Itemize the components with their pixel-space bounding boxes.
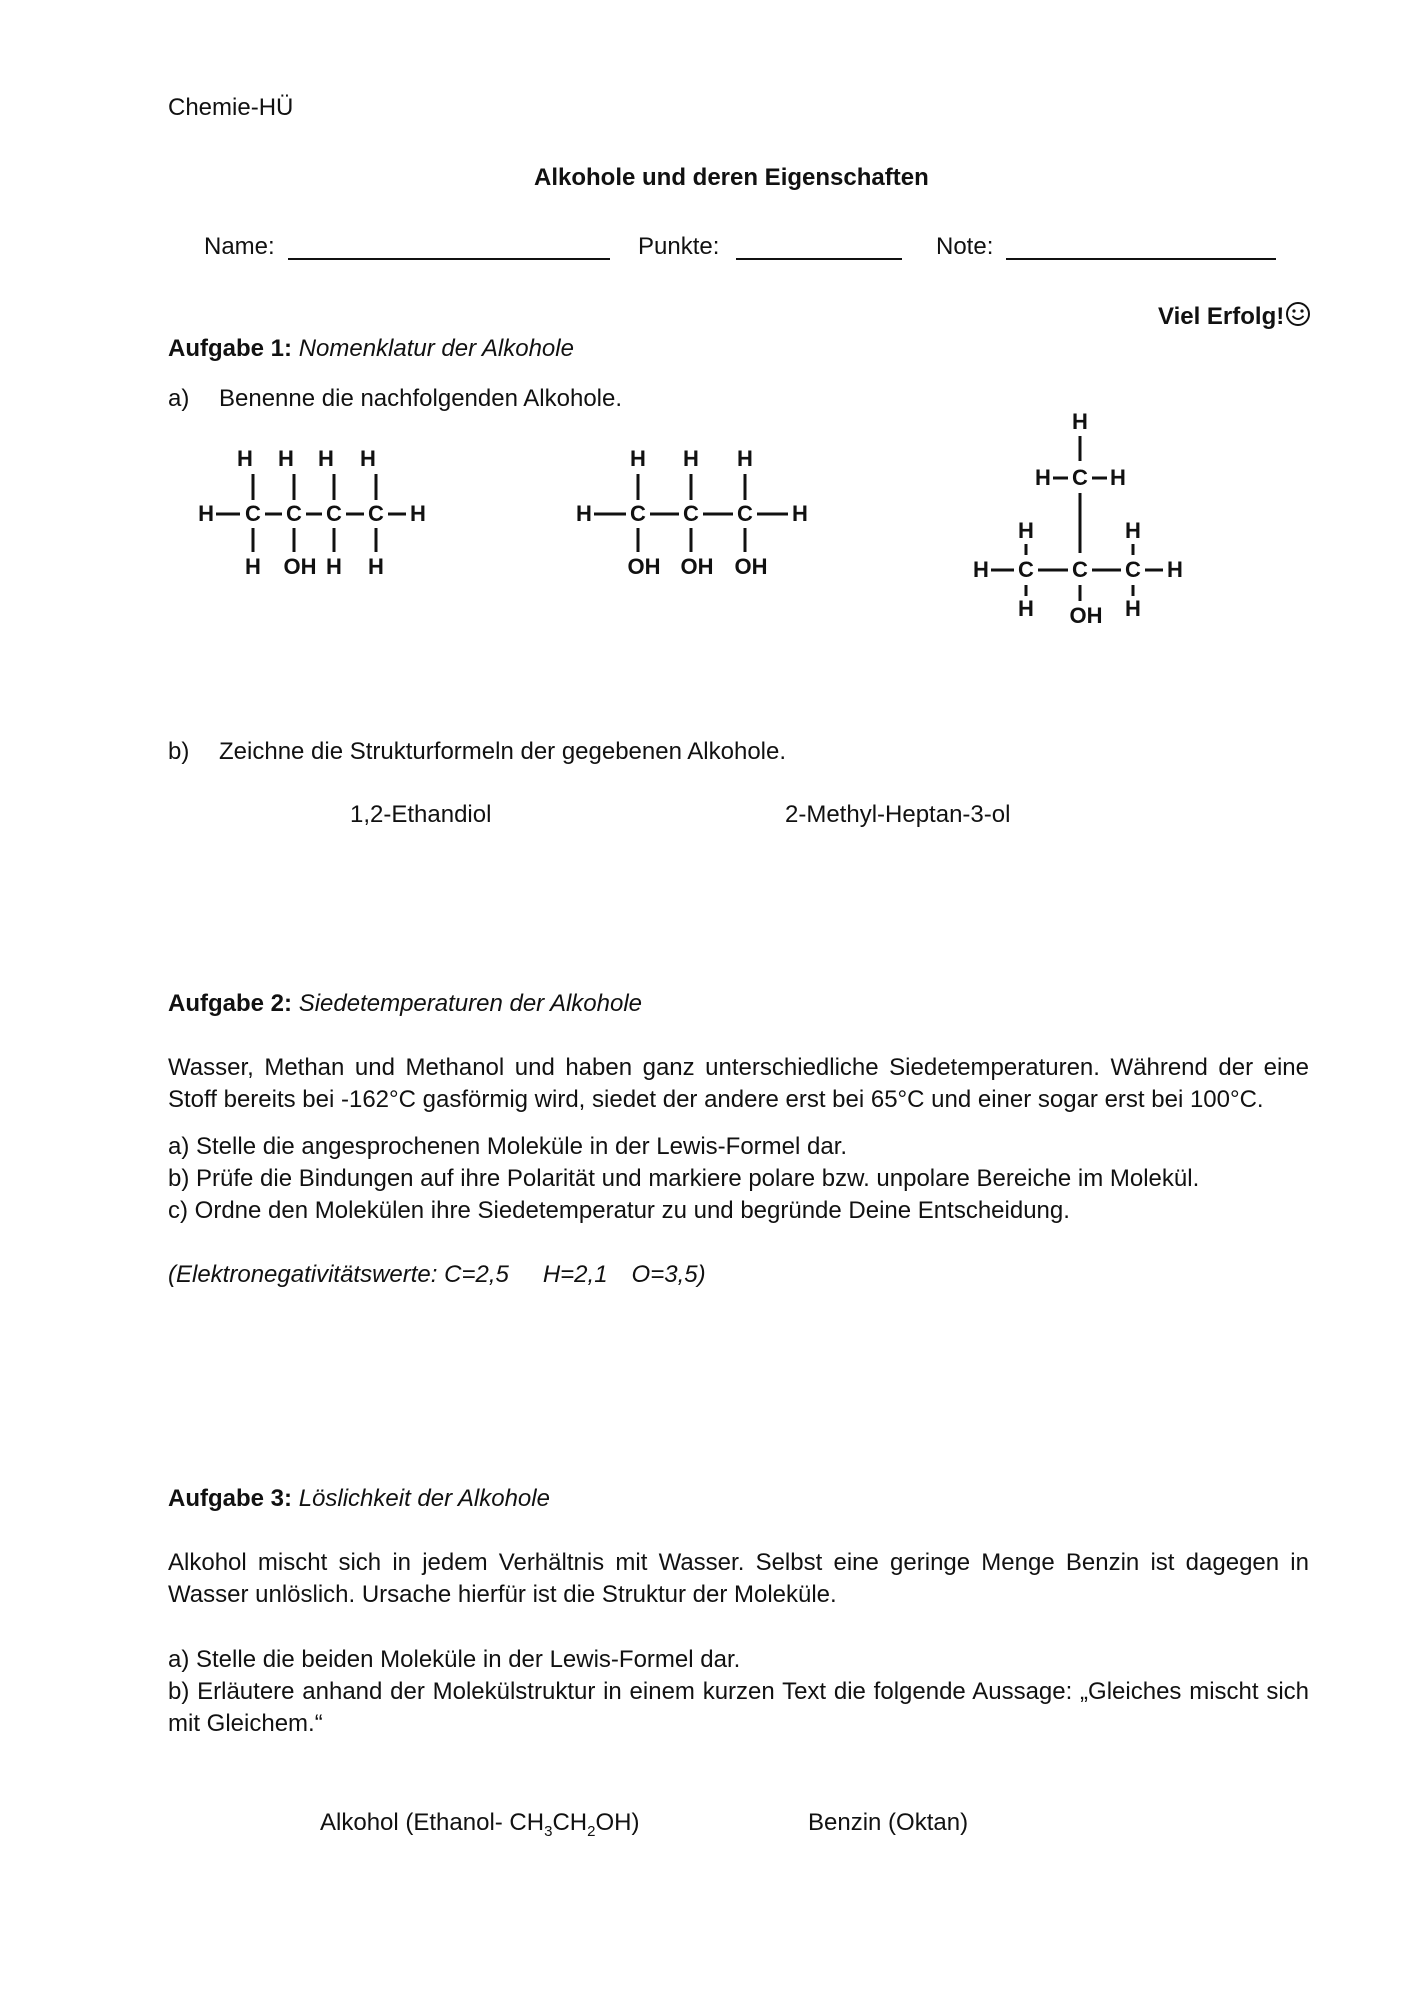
atom-h: H <box>368 554 384 579</box>
atom-c: C <box>245 501 261 526</box>
task1a-marker: a) <box>168 385 190 412</box>
atom-c: C <box>1072 465 1088 490</box>
page-title: Alkohole und deren Eigenschaften <box>534 164 929 191</box>
atom-oh: OH <box>1069 603 1103 628</box>
name-label: Name: <box>204 233 275 260</box>
task3a-text: a) Stelle die beiden Moleküle in der Lewis-Formel dar. <box>168 1646 741 1673</box>
benzin-label: Benzin (Oktan) <box>808 1809 969 1836</box>
atom-oh: OH <box>283 554 317 579</box>
atom-oh: OH <box>627 554 661 579</box>
atom-h: H <box>237 446 253 471</box>
atom-c: C <box>1072 557 1088 582</box>
atom-c: C <box>737 501 753 526</box>
atom-h: H <box>737 446 753 471</box>
atom-h: H <box>576 501 592 526</box>
task1-heading <box>168 334 574 364</box>
atom-h: H <box>1110 465 1126 490</box>
atom-h: H <box>410 501 426 526</box>
task1b-item-methylheptanol: 2-Methyl-Heptan-3-ol <box>785 801 1011 828</box>
task1a-text: Benenne die nachfolgenden Alkohole. <box>219 385 623 412</box>
task2-paragraph-line1: Wasser, Methan und Methanol und haben ganz unterschiedliche Siedetemperaturen. Während der eine <box>168 1054 1309 1081</box>
atom-h: H <box>683 446 699 471</box>
atom-h: H <box>630 446 646 471</box>
atom-c: C <box>286 501 302 526</box>
task2-heading <box>168 989 642 1019</box>
atom-h: H <box>1125 518 1141 543</box>
task2-topic: Siedetemperaturen der Alkohole <box>298 990 643 1017</box>
task2-label: Aufgabe 2: <box>168 990 293 1017</box>
atom-h: H <box>1072 409 1088 434</box>
task3b-text-line2: mit Gleichem.“ <box>168 1710 323 1737</box>
atom-h: H <box>245 554 261 579</box>
task3-label: Aufgabe 3: <box>168 1485 293 1512</box>
atom-h: H <box>1018 518 1034 543</box>
task2a-text: a) Stelle die angesprochenen Moleküle in der Lewis-Formel dar. <box>168 1133 848 1160</box>
atom-c: C <box>1018 557 1034 582</box>
atom-c: C <box>630 501 646 526</box>
atom-h: H <box>1167 557 1183 582</box>
task1b-item-ethandiol: 1,2-Ethandiol <box>350 801 492 828</box>
molecule-1-top-atoms <box>237 446 376 471</box>
atom-c: C <box>368 501 384 526</box>
atom-oh: OH <box>734 554 768 579</box>
good-luck-text: Viel Erfolg! <box>1158 303 1285 330</box>
task3b-text-line1: b) Erläutere anhand der Molekülstruktur in einem kurzen Text die folgende Aussage: „Gleiches mischt sich <box>168 1678 1309 1705</box>
atom-h: H <box>1035 465 1051 490</box>
atom-h: H <box>360 446 376 471</box>
task1b-marker: b) <box>168 738 190 765</box>
atom-oh: OH <box>680 554 714 579</box>
task2-paragraph-line2: Stoff bereits bei -162°C gasförmig wird, siedet der andere erst bei 65°C und einer sogar erst bei 100°C. <box>168 1086 1264 1113</box>
name-field[interactable] <box>288 258 610 260</box>
grade-field[interactable] <box>1006 258 1276 260</box>
atom-c: C <box>1125 557 1141 582</box>
course-label: Chemie-HÜ <box>168 94 294 121</box>
atom-h: H <box>198 501 214 526</box>
molecule-3 <box>965 405 1195 635</box>
points-field[interactable] <box>736 258 902 260</box>
atom-h: H <box>792 501 808 526</box>
grade-label: Note: <box>936 233 994 260</box>
atom-h: H <box>1125 596 1141 621</box>
task1b-text: Zeichne die Strukturformeln der gegebenen Alkohole. <box>219 738 787 765</box>
task2c-text: c) Ordne den Molekülen ihre Siedetemperatur zu und begründe Deine Entscheidung. <box>168 1197 1070 1224</box>
task2b-text: b) Prüfe die Bindungen auf ihre Polarität und markiere polare bzw. unpolare Bereiche im Molekül. <box>168 1165 1200 1192</box>
task1-label: Aufgabe 1: <box>168 335 293 362</box>
atom-h: H <box>278 446 294 471</box>
smiley-icon <box>1285 301 1311 327</box>
en-oxygen: O=3,5) <box>631 1261 706 1288</box>
electronegativity-note <box>168 1260 706 1290</box>
task3-heading <box>168 1484 550 1514</box>
ethanol-label: Alkohol (Ethanol- $CH_3CH_2OH$) <box>320 1809 640 1840</box>
molecule-1 <box>200 442 440 582</box>
molecule-2 <box>570 442 830 582</box>
atom-c: C <box>326 501 342 526</box>
atom-h: H <box>973 557 989 582</box>
task1-topic: Nomenklatur der Alkohole <box>298 335 574 362</box>
atom-h: H <box>1018 596 1034 621</box>
atom-c: C <box>683 501 699 526</box>
en-carbon: (Elektronegativitätswerte: C=2,5 <box>168 1261 509 1288</box>
task3-paragraph-line1: Alkohol mischt sich in jedem Verhältnis mit Wasser. Selbst eine geringe Menge Benzin ist dagegen in <box>168 1549 1309 1576</box>
atom-h: H <box>318 446 334 471</box>
task3-paragraph-line2: Wasser unlöslich. Ursache hierfür ist die Struktur der Moleküle. <box>168 1581 837 1608</box>
atom-h: H <box>326 554 342 579</box>
en-hydrogen: H=2,1 <box>542 1261 608 1288</box>
task3-topic: Löslichkeit der Alkohole <box>298 1485 550 1512</box>
points-label: Punkte: <box>638 233 720 260</box>
